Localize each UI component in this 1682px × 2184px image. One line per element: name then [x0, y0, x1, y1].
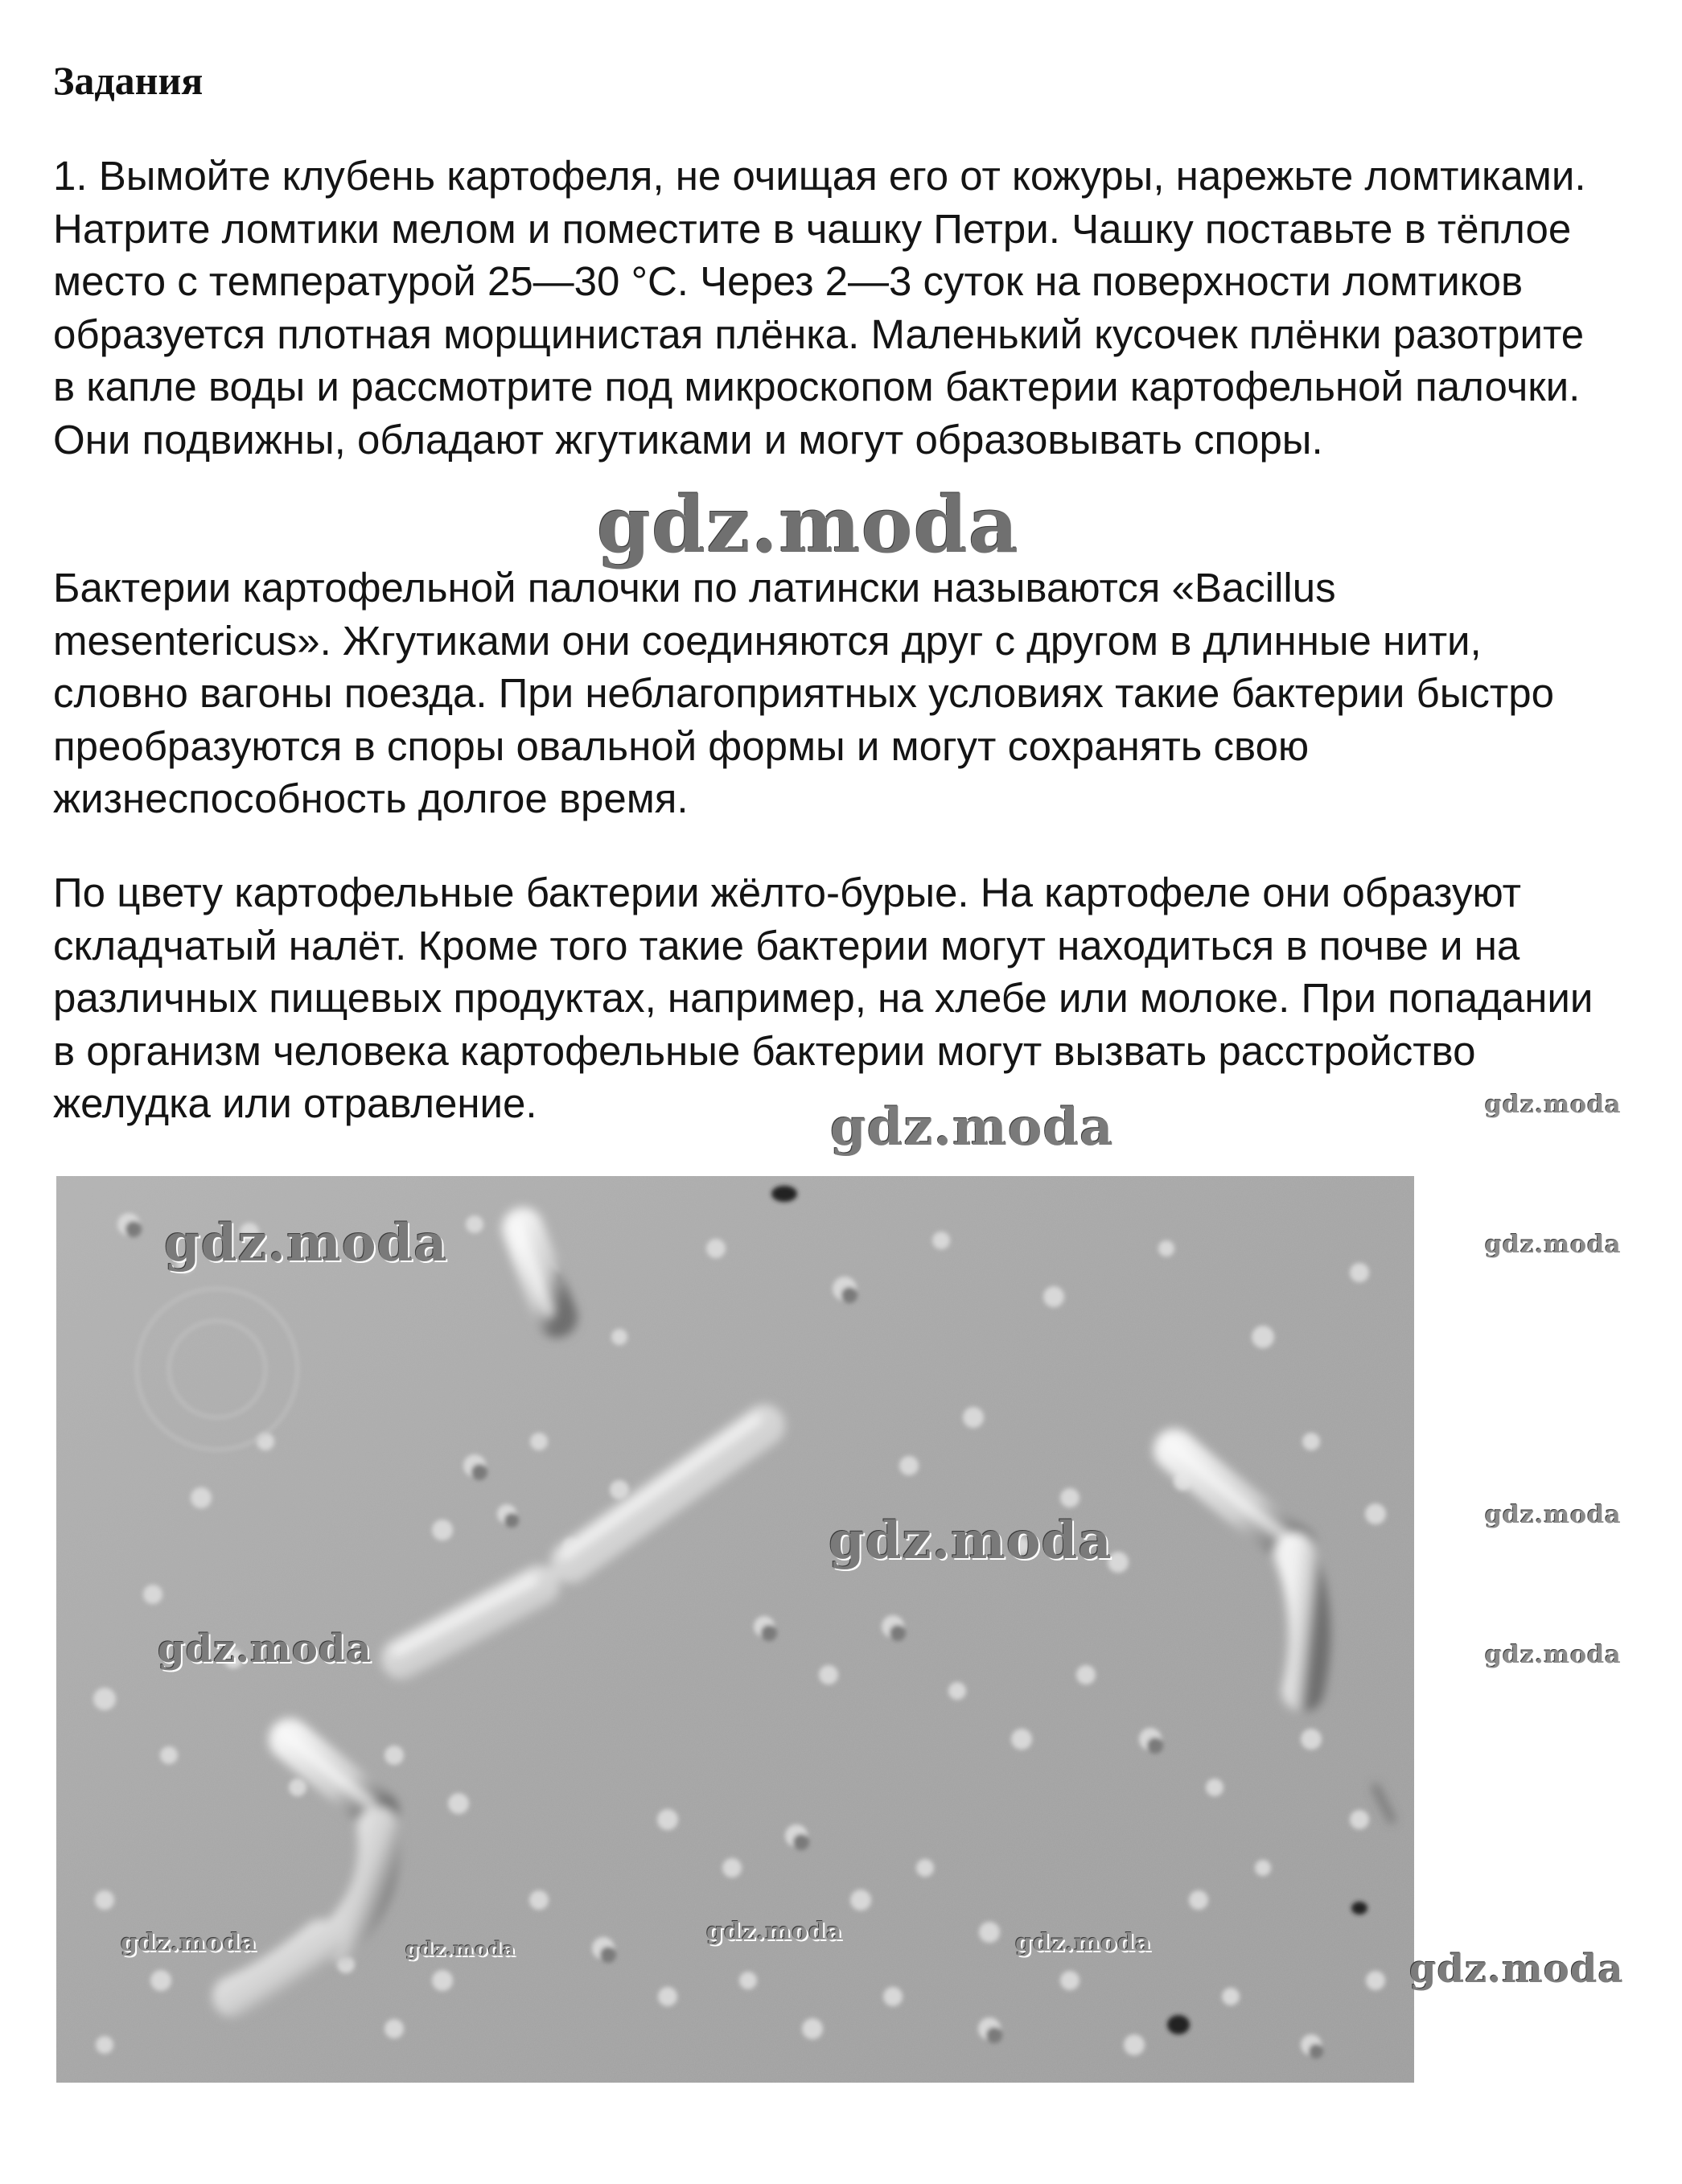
watermark: gdz.moda [1015, 1929, 1152, 1957]
page-title: Задания [53, 58, 204, 103]
watermark: gdz.moda [830, 1097, 1114, 1158]
task-paragraph-2: Бактерии картофельной палочки по латински называются «Bacillus mesentericus». Жгутиками они соединяются друг с другом в длинные нити, словно вагоны поезда. При неблагоприятных условиях такие бактерии быстро преобразуются в споры овальной формы и могут сохранять свою жизнеспособность долгое время. [53, 565, 1554, 821]
watermark: gdz.moda [158, 1627, 372, 1672]
watermark: gdz.moda [829, 1511, 1112, 1571]
task-paragraph-3: По цвету картофельные бактерии жёлто-бурые. На картофеле они образуют складчатый налёт. Кроме того такие бактерии могут находиться в почве и на различных пищевых продуктах, например, на хлебе или молоке. При попадании в организм человека картофельные бактерии могут вызвать расстройство желудка или отравление. [53, 870, 1594, 1126]
watermark: gdz.moda [405, 1937, 516, 1960]
watermark: gdz.moda [706, 1918, 843, 1946]
watermark: gdz.moda [1409, 1947, 1624, 1992]
watermark: gdz.moda [1485, 1501, 1622, 1529]
watermark: gdz.moda [164, 1213, 448, 1273]
task-paragraph-1: 1. Вымойте клубень картофеля, не очищая его от кожуры, нарежьте ломтиками. Натрите ломтики мелом и поместите в чашку Петри. Чашку поставьте в тёплое место с температурой 25—30 °С. Через 2—3 суток на поверхности ломтиков образуется плотная морщинистая плёнка. Маленький кусочек плёнки разотрите в капле воды и рассмотрите под микроскопом бактерии картофельной палочки. Они подвижны, обладают жгутиками и могут образовывать споры. [53, 153, 1586, 463]
watermark: gdz.moda [1485, 1641, 1622, 1669]
watermark: gdz.moda [1485, 1091, 1622, 1119]
watermark: gdz.moda [597, 479, 1020, 570]
watermark: gdz.moda [121, 1929, 257, 1957]
watermark: gdz.moda [1485, 1231, 1622, 1259]
